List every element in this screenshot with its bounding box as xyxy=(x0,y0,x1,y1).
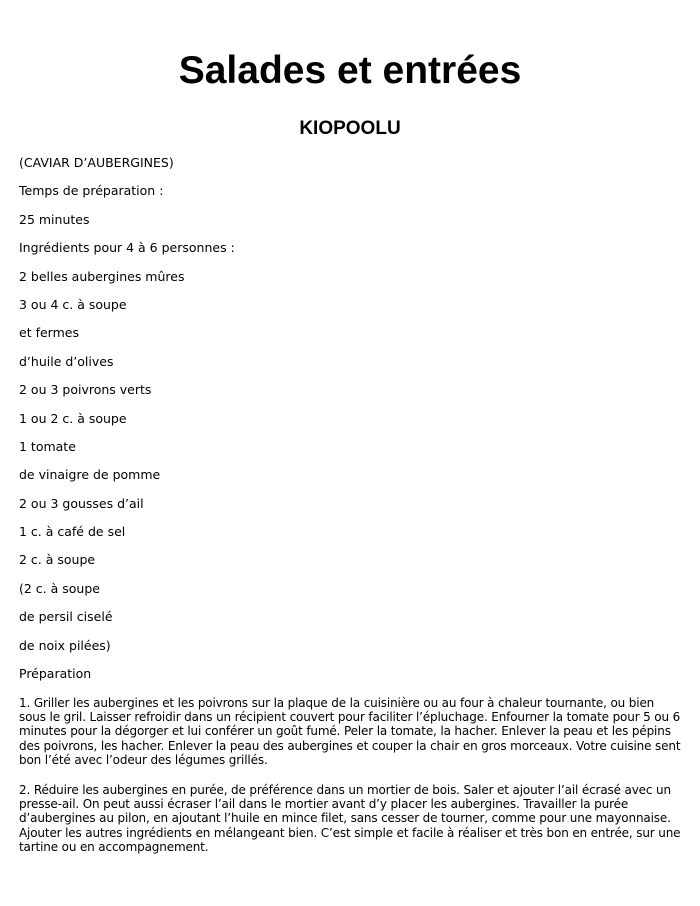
recipe-line: 2 ou 3 gousses d’ail xyxy=(19,495,144,511)
recipe-line: 1 tomate xyxy=(19,438,76,454)
recipe-line: 1 c. à café de sel xyxy=(19,524,126,540)
recipe-line: et fermes xyxy=(19,325,79,341)
recipe-line: 3 ou 4 c. à soupe xyxy=(19,296,127,312)
recipe-line: 2 c. à soupe xyxy=(19,552,96,568)
recipe-line: 1 ou 2 c. à soupe xyxy=(19,410,127,426)
recipe-title: KIOPOOLU xyxy=(299,118,401,139)
recipe-line: 25 minutes xyxy=(19,211,90,227)
preparation-step-1: 1. Griller les aubergines et les poivrons sur la plaque de la cuisinière ou au four à chaleur tournante, ou bien sous le gril. Laisser refroidir dans un récipient couvert pour faciliter l’épluchage. Enfourner la tomate pour 5 ou 6 minutes pour la dégorger et lui conférer un goût fumé. Peler la tomate, la hacher. Enlever la peau et les pépins des poivrons, les hacher. Enlever la peau des aubergines et couper la chair en gros morceaux. Votre cuisine sent bon l’été avec l’odeur des légumes grillés. xyxy=(19,696,681,767)
recipe-line: de noix pilées) xyxy=(19,637,111,653)
recipe-line: (CAVIAR D’AUBERGINES) xyxy=(19,155,174,170)
preparation-heading: Préparation xyxy=(19,666,92,682)
preparation-step-2: 2. Réduire les aubergines en purée, de préférence dans un mortier de bois. Saler et ajouter l’ail écrasé avec un presse-ail. On peut aussi écraser l’ail dans le mortier avant d’y placer les aubergines. Travailler la purée d’aubergines au pilon, en ajoutant l’huile en mince filet, sans cesser de tourner, comme pour une mayonnaise. Ajouter les autres ingrédients en mélangeant bien. C’est simple et facile à réaliser et très bon en entrée, sur une tartine ou en accompagnement. xyxy=(19,783,681,854)
recipe-lines xyxy=(19,153,679,692)
chapter-title: Salades et entrées xyxy=(178,49,522,92)
recipe-line: de vinaigre de pomme xyxy=(19,467,161,483)
recipe-line: Ingrédients pour 4 à 6 personnes : xyxy=(19,240,235,256)
recipe-line: de persil ciselé xyxy=(19,609,113,625)
recipe-line: Temps de préparation : xyxy=(19,183,164,199)
recipe-line: 2 ou 3 poivrons verts xyxy=(19,382,152,398)
recipe-line: (2 c. à soupe xyxy=(19,580,100,596)
recipe-line: 2 belles aubergines mûres xyxy=(19,268,185,284)
recipe-line: d’huile d’olives xyxy=(19,353,114,369)
